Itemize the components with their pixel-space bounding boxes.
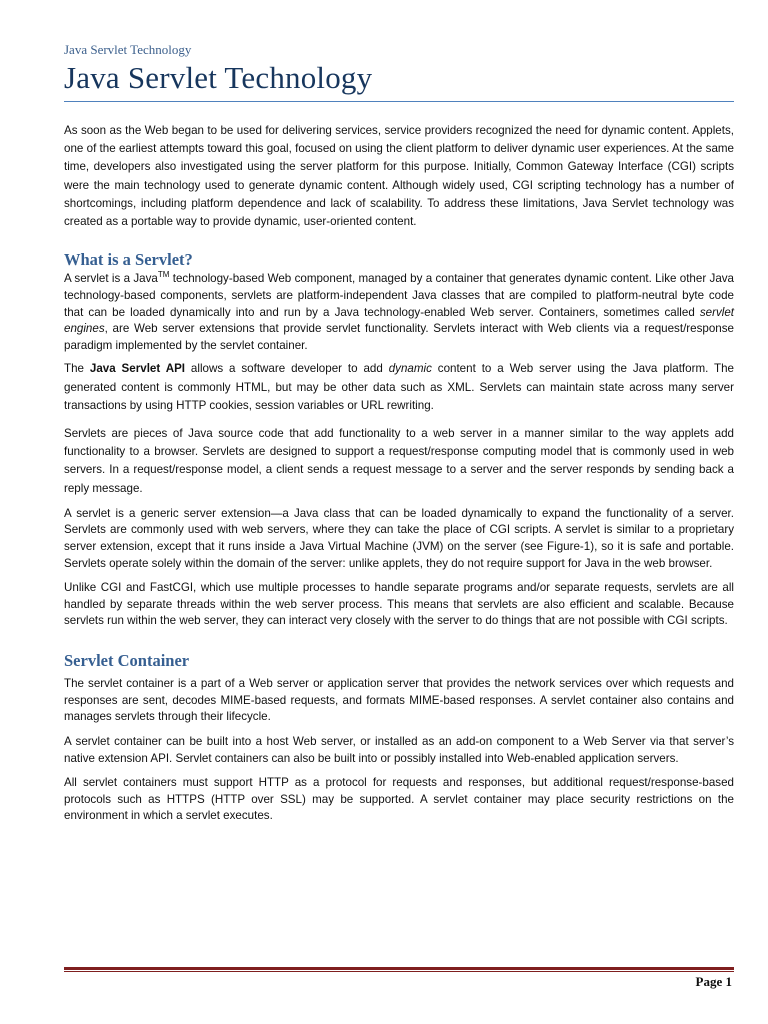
servlet-paragraph-1: A servlet is a Java™ technology-based Web component, managed by a container that generates dynamic content. Like other Java technology-based components, servlets are platform-independent Java classes that are compiled to platform-neutral byte code that can be loaded dynamically into and run by a Java technology-enabled Web server. Containers, sometimes called servlet engines, are Web server extensions that provide servlet functionality. Servlets interact with Web clients via a request/response paradigm implemented by the servlet container. bbox=[64, 270, 735, 352]
servlet-paragraph-5: Unlike CGI and FastCGI, which use multiple processes to handle separate programs and/or separate requests, servlets are all handled by separate threads within the web server process. This means that servlets are also efficient and scalable. Because servlets run within the web server, they can interact very closely with the server to do things that are not possible with CGI scripts. bbox=[64, 581, 734, 628]
servlet-paragraph-3: Servlets are pieces of Java source code that add functionality to a web server in a manner similar to the way applets add functionality to a browser. Servlets are designed to support a request/response computing model that is commonly used in web servers. In a request/response model, a client sends a request message to a server and the server responds by sending back a reply message. bbox=[64, 427, 734, 495]
container-paragraph-2: A servlet container can be built into a host Web server, or installed as an add-on component to a Web Server via that server’s native extension API. Servlet containers can also be built into or possibly installed into Web-enabled application servers. bbox=[64, 734, 734, 765]
servlet-paragraph-2: The Java Servlet API allows a software developer to add dynamic content to a Web server using the Java platform. The generated content is commonly HTML, but may be other data such as XML. Servlets can maintain state across many server transactions by using HTTP cookies, session variables or URL rewriting. bbox=[64, 362, 734, 412]
page-number: Page 1 bbox=[695, 974, 732, 989]
intro-paragraph: As soon as the Web began to be used for delivering services, service providers recognized the need for dynamic content. Applets, one of the earliest attempts toward this goal, focused on using the client platform to deliver dynamic user experiences. At the same time, developers also investigated using the server platform for this purpose. Initially, Common Gateway Interface (CGI) scripts were the main technology used to generate dynamic content. Although widely used, CGI scripting technology has a number of shortcomings, including platform dependence and lack of scalability. To address these limitations, Java Servlet technology was created as a portable way to provide dynamic, user-oriented content. bbox=[64, 124, 734, 229]
running-header: Java Servlet Technology bbox=[64, 42, 192, 57]
servlet-api-term: Java Servlet API bbox=[89, 362, 186, 376]
document-body bbox=[64, 122, 734, 825]
section-heading-servlet-container: Servlet Container bbox=[64, 650, 190, 670]
dynamic-term: dynamic bbox=[388, 362, 432, 376]
footer-rule-thin bbox=[64, 971, 734, 972]
container-paragraph-1: The servlet container is a part of a Web server or application server that provides the network services over which requests and responses are sent, decodes MIME-based requests, and formats MIME-based responses. A servlet container also contains and manages servlets through their lifecycle. bbox=[64, 677, 734, 724]
servlet-paragraph-4: A servlet is a generic server extension—a Java class that can be loaded dynamically to expand the functionality of a server. Servlets are commonly used with web servers, where they can take the place of CGI scripts. A servlet is similar to a proprietary server extension, except that it runs inside a Java Virtual Machine (JVM) on the server (see Figure-1), so it is safe and portable. Servlets operate solely within the domain of the server: unlike applets, they do not require support for Java in the web browser. bbox=[64, 506, 734, 570]
servlet-engines-term: servlet engines bbox=[64, 305, 734, 336]
section-heading-what-is-servlet: What is a Servlet? bbox=[64, 250, 193, 270]
footer-rule-thick bbox=[64, 967, 734, 970]
trademark-mark: TM bbox=[157, 270, 170, 280]
title-underline bbox=[64, 101, 734, 102]
page-title: Java Servlet Technology bbox=[64, 60, 373, 95]
container-paragraph-3: All servlet containers must support HTTP as a protocol for requests and responses, but additional request/response-based protocols such as HTTPS (HTTP over SSL) may be supported. A servlet container may place security restrictions on the environment in which a servlet executes. bbox=[64, 776, 734, 823]
